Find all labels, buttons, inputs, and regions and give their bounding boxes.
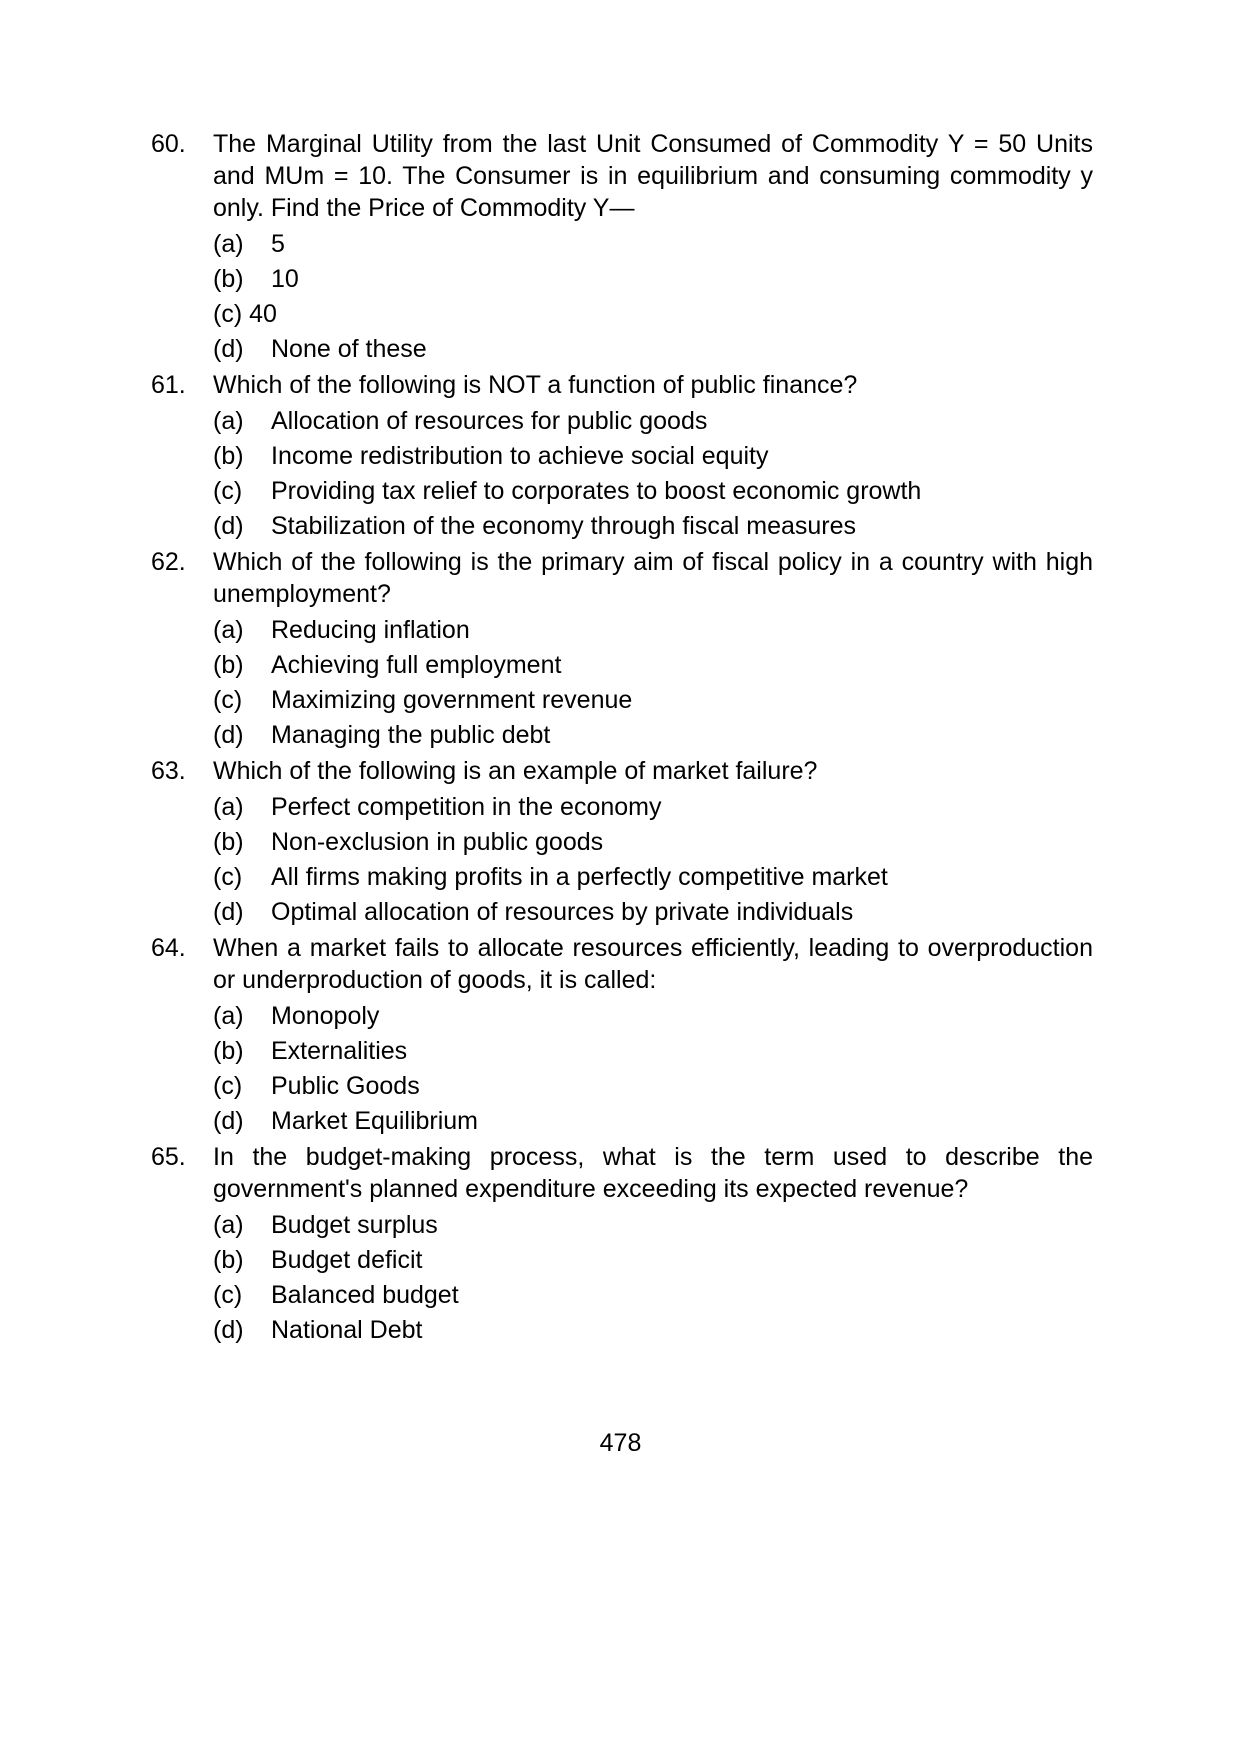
option-text: Budget surplus bbox=[271, 1211, 438, 1239]
option-item bbox=[213, 1244, 1093, 1276]
question-text: In the budget-making process, what is the term used to describe the government's planned expenditure exceeding its expected revenue? bbox=[213, 1143, 1093, 1203]
option-text: Allocation of resources for public goods bbox=[271, 407, 708, 435]
option-item bbox=[213, 791, 1093, 823]
question-block bbox=[151, 755, 1241, 928]
option-list bbox=[213, 228, 1093, 365]
option-item bbox=[213, 298, 1093, 330]
option-label: (d) bbox=[213, 898, 244, 926]
question-text: Which of the following is an example of market failure? bbox=[213, 757, 818, 785]
option-text: National Debt bbox=[271, 1316, 423, 1344]
option-text: Perfect competition in the economy bbox=[271, 793, 662, 821]
option-label: (a) bbox=[213, 1002, 244, 1030]
option-text: Public Goods bbox=[271, 1072, 420, 1100]
question-block bbox=[151, 1141, 1241, 1346]
question-number: 60. bbox=[151, 130, 186, 158]
option-item bbox=[213, 861, 1093, 893]
option-item bbox=[213, 1035, 1093, 1067]
option-item bbox=[213, 1209, 1093, 1241]
option-item bbox=[213, 405, 1093, 437]
option-text: Stabilization of the economy through fiscal measures bbox=[271, 512, 857, 540]
option-label: (d) bbox=[213, 721, 244, 749]
question-row bbox=[151, 128, 1093, 224]
option-text: Maximizing government revenue bbox=[271, 686, 633, 714]
page-footer bbox=[0, 1428, 1241, 1458]
option-label: (c) bbox=[213, 686, 243, 714]
question-block bbox=[151, 128, 1241, 365]
option-label: (a) bbox=[213, 793, 244, 821]
page-number: 478 bbox=[599, 1429, 642, 1457]
option-label: (a) bbox=[213, 616, 244, 644]
option-label: (c) bbox=[213, 863, 243, 891]
option-label: (b) bbox=[213, 442, 244, 470]
option-text: 5 bbox=[271, 230, 285, 258]
option-text: Optimal allocation of resources by private individuals bbox=[271, 898, 854, 926]
question-number: 63. bbox=[151, 757, 186, 785]
option-item bbox=[213, 475, 1093, 507]
option-text: None of these bbox=[271, 335, 427, 363]
option-text: Balanced budget bbox=[271, 1281, 459, 1309]
option-text: Market Equilibrium bbox=[271, 1107, 479, 1135]
option-text: Budget deficit bbox=[271, 1246, 423, 1274]
option-list bbox=[213, 405, 1093, 542]
question-number: 64. bbox=[151, 934, 186, 962]
question-list bbox=[151, 128, 1241, 1346]
option-label: (b) bbox=[213, 1246, 244, 1274]
option-label: (a) bbox=[213, 230, 244, 258]
question-block bbox=[151, 369, 1241, 542]
option-label: (b) bbox=[213, 265, 244, 293]
question-row bbox=[151, 546, 1093, 610]
option-item bbox=[213, 649, 1093, 681]
question-block bbox=[151, 932, 1241, 1137]
option-text: Providing tax relief to corporates to boost economic growth bbox=[271, 477, 922, 505]
option-label: (d) bbox=[213, 512, 244, 540]
option-item bbox=[213, 440, 1093, 472]
option-item bbox=[213, 896, 1093, 928]
option-item bbox=[213, 228, 1093, 260]
question-row bbox=[151, 369, 1093, 401]
option-label: (d) bbox=[213, 1316, 244, 1344]
option-item bbox=[213, 1279, 1093, 1311]
question-text: The Marginal Utility from the last Unit Consumed of Commodity Y = 50 Units and MUm = 10. The Consumer is in equilibrium and consuming commodity y only. Find the Price of Commodity Y— bbox=[213, 130, 1093, 222]
option-label: (b) bbox=[213, 828, 244, 856]
option-text: Reducing inflation bbox=[271, 616, 470, 644]
option-item bbox=[213, 510, 1093, 542]
option-label: (c) bbox=[213, 1072, 243, 1100]
question-row bbox=[151, 932, 1093, 996]
option-item bbox=[213, 684, 1093, 716]
question-row bbox=[151, 1141, 1093, 1205]
option-item bbox=[213, 1000, 1093, 1032]
option-text: All firms making profits in a perfectly competitive market bbox=[271, 863, 888, 891]
option-label: (c) bbox=[213, 1281, 243, 1309]
question-row bbox=[151, 755, 1093, 787]
question-number: 65. bbox=[151, 1143, 186, 1171]
option-text: 40 bbox=[249, 300, 277, 328]
option-text: Managing the public debt bbox=[271, 721, 551, 749]
option-item bbox=[213, 263, 1093, 295]
question-text: Which of the following is the primary aim of fiscal policy in a country with high unemployment? bbox=[213, 548, 1093, 608]
option-label: (c) bbox=[213, 477, 243, 505]
option-label: (a) bbox=[213, 407, 244, 435]
option-text: Monopoly bbox=[271, 1002, 380, 1030]
question-text: When a market fails to allocate resources efficiently, leading to overproduction or underproduction of goods, it is called: bbox=[213, 934, 1093, 994]
option-list bbox=[213, 1000, 1093, 1137]
option-label: (b) bbox=[213, 1037, 244, 1065]
option-label: (b) bbox=[213, 651, 244, 679]
option-text: Achieving full employment bbox=[271, 651, 562, 679]
option-item bbox=[213, 614, 1093, 646]
option-item bbox=[213, 1070, 1093, 1102]
question-text: Which of the following is NOT a function of public finance? bbox=[213, 371, 858, 399]
question-block bbox=[151, 546, 1241, 751]
option-label: (d) bbox=[213, 1107, 244, 1135]
option-text: Externalities bbox=[271, 1037, 408, 1065]
option-label: (d) bbox=[213, 335, 244, 363]
option-item bbox=[213, 826, 1093, 858]
option-label: (c) bbox=[213, 300, 243, 328]
option-item bbox=[213, 1314, 1093, 1346]
option-text: Non-exclusion in public goods bbox=[271, 828, 604, 856]
option-list bbox=[213, 1209, 1093, 1346]
question-number: 61. bbox=[151, 371, 186, 399]
option-list bbox=[213, 614, 1093, 751]
option-text: Income redistribution to achieve social equity bbox=[271, 442, 769, 470]
option-text: 10 bbox=[271, 265, 299, 293]
option-list bbox=[213, 791, 1093, 928]
question-number: 62. bbox=[151, 548, 186, 576]
option-item bbox=[213, 719, 1093, 751]
option-label: (a) bbox=[213, 1211, 244, 1239]
option-item bbox=[213, 333, 1093, 365]
option-item bbox=[213, 1105, 1093, 1137]
